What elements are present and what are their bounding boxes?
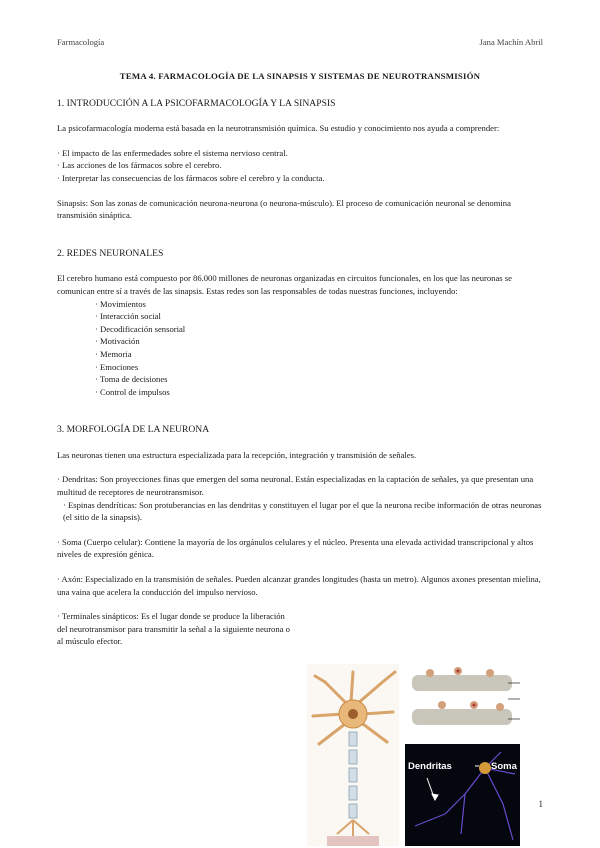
section-3-paragraph: Las neuronas tienen una estructura especializada para la recepción, integración y transmisión de señales.	[57, 449, 417, 460]
dendritas-paragraph: · Dendritas: Son proyecciones finas que emergen del soma neuronal. Están especializadas en la captación de señales, ya que presentan una multitud de receptores de neurotransmisor.	[57, 474, 534, 498]
list-item: · Motivación	[95, 336, 140, 347]
section-1-bullets	[57, 147, 543, 185]
header-right: Jana Machín Abril	[479, 37, 543, 47]
label-dendritas: Dendritas	[408, 761, 452, 772]
section-1-heading: 1. INTRODUCCIÓN A LA PSICOFARMACOLOGÍA Y LA SINAPSIS	[57, 97, 336, 109]
section-1-paragraph: La psicofarmacología moderna está basada en la neurotransmisión química. Su estudio y conocimiento nos ayuda a comprender:	[57, 123, 500, 134]
list-item: · Interacción social	[95, 311, 161, 322]
label-soma: Soma	[491, 761, 517, 772]
header-left: Farmacología	[57, 37, 105, 47]
neuron-diagram-image	[307, 664, 399, 846]
terminales-paragraph: · Terminales sinápticos: Es el lugar donde se produce la liberación del neurotransmisor para transmitir la señal a la siguiente neurona o al músculo efector.	[57, 611, 290, 647]
sinapsis-definition: Sinapsis: Son las zonas de comunicación neurona-neurona (o neurona-músculo). El proceso de comunicación neuronal se denomina transmisión sináptica.	[57, 197, 511, 221]
axon-paragraph: · Axón: Especializado en la transmisión de señales. Pueden alcanzar grandes longitudes (hasta un metro). Algunos axones presentan mielina, una vaina que acelera la conducción del impulso nervioso.	[57, 574, 541, 597]
document-body	[57, 70, 543, 648]
section-3-heading: 3. MORFOLOGÍA DE LA NEURONA	[57, 424, 210, 436]
list-item: · Emociones	[95, 361, 139, 372]
page-number: 1	[538, 799, 543, 809]
micrograph-drawing	[405, 744, 520, 846]
functions-list	[57, 298, 543, 399]
soma-paragraph: · Soma (Cuerpo celular): Contiene la mayoría de los orgánulos celulares y el núcleo. Presenta una elevada actividad transcripcional y altos niveles de expresión génica.	[57, 536, 534, 560]
list-item: · Control de impulsos	[95, 386, 170, 397]
neuron-micrograph-image	[405, 744, 520, 846]
list-item: · Toma de decisiones	[95, 374, 168, 385]
section-2-paragraph: El cerebro humano está compuesto por 86.000 millones de neuronas organizadas en circuitos funcionales, en los que las neuronas se comunican entre sí a través de las sinapsis. Estas redes son las responsables de todas nuestras funciones, incluyendo:	[57, 273, 512, 296]
dendritic-spines-image	[412, 665, 520, 737]
list-item: · Movimientos	[95, 298, 146, 309]
section-2-heading: 2. REDES NEURONALES	[57, 247, 164, 259]
espinas-paragraph: · Espinas dendríticas: Son protuberancias en las dendritas y constituyen el lugar por el que la neurona recibe información de otras neuronas (el sitio de la sinapsis).	[63, 499, 542, 523]
list-item: · Memoria	[95, 348, 132, 359]
bullet-item: · El impacto de las enfermedades sobre el sistema nervioso central.	[57, 147, 288, 158]
bullet-item: · Interpretar las consecuencias de los fármacos sobre el cerebro y la conducta.	[57, 172, 325, 183]
document-title: TEMA 4. FARMACOLOGÍA DE LA SINAPSIS Y SISTEMAS DE NEUROTRANSMISIÓN	[119, 71, 481, 81]
bullet-item: · Las acciones de los fármacos sobre el cerebro.	[57, 160, 222, 171]
list-item: · Decodificación sensorial	[95, 323, 186, 334]
